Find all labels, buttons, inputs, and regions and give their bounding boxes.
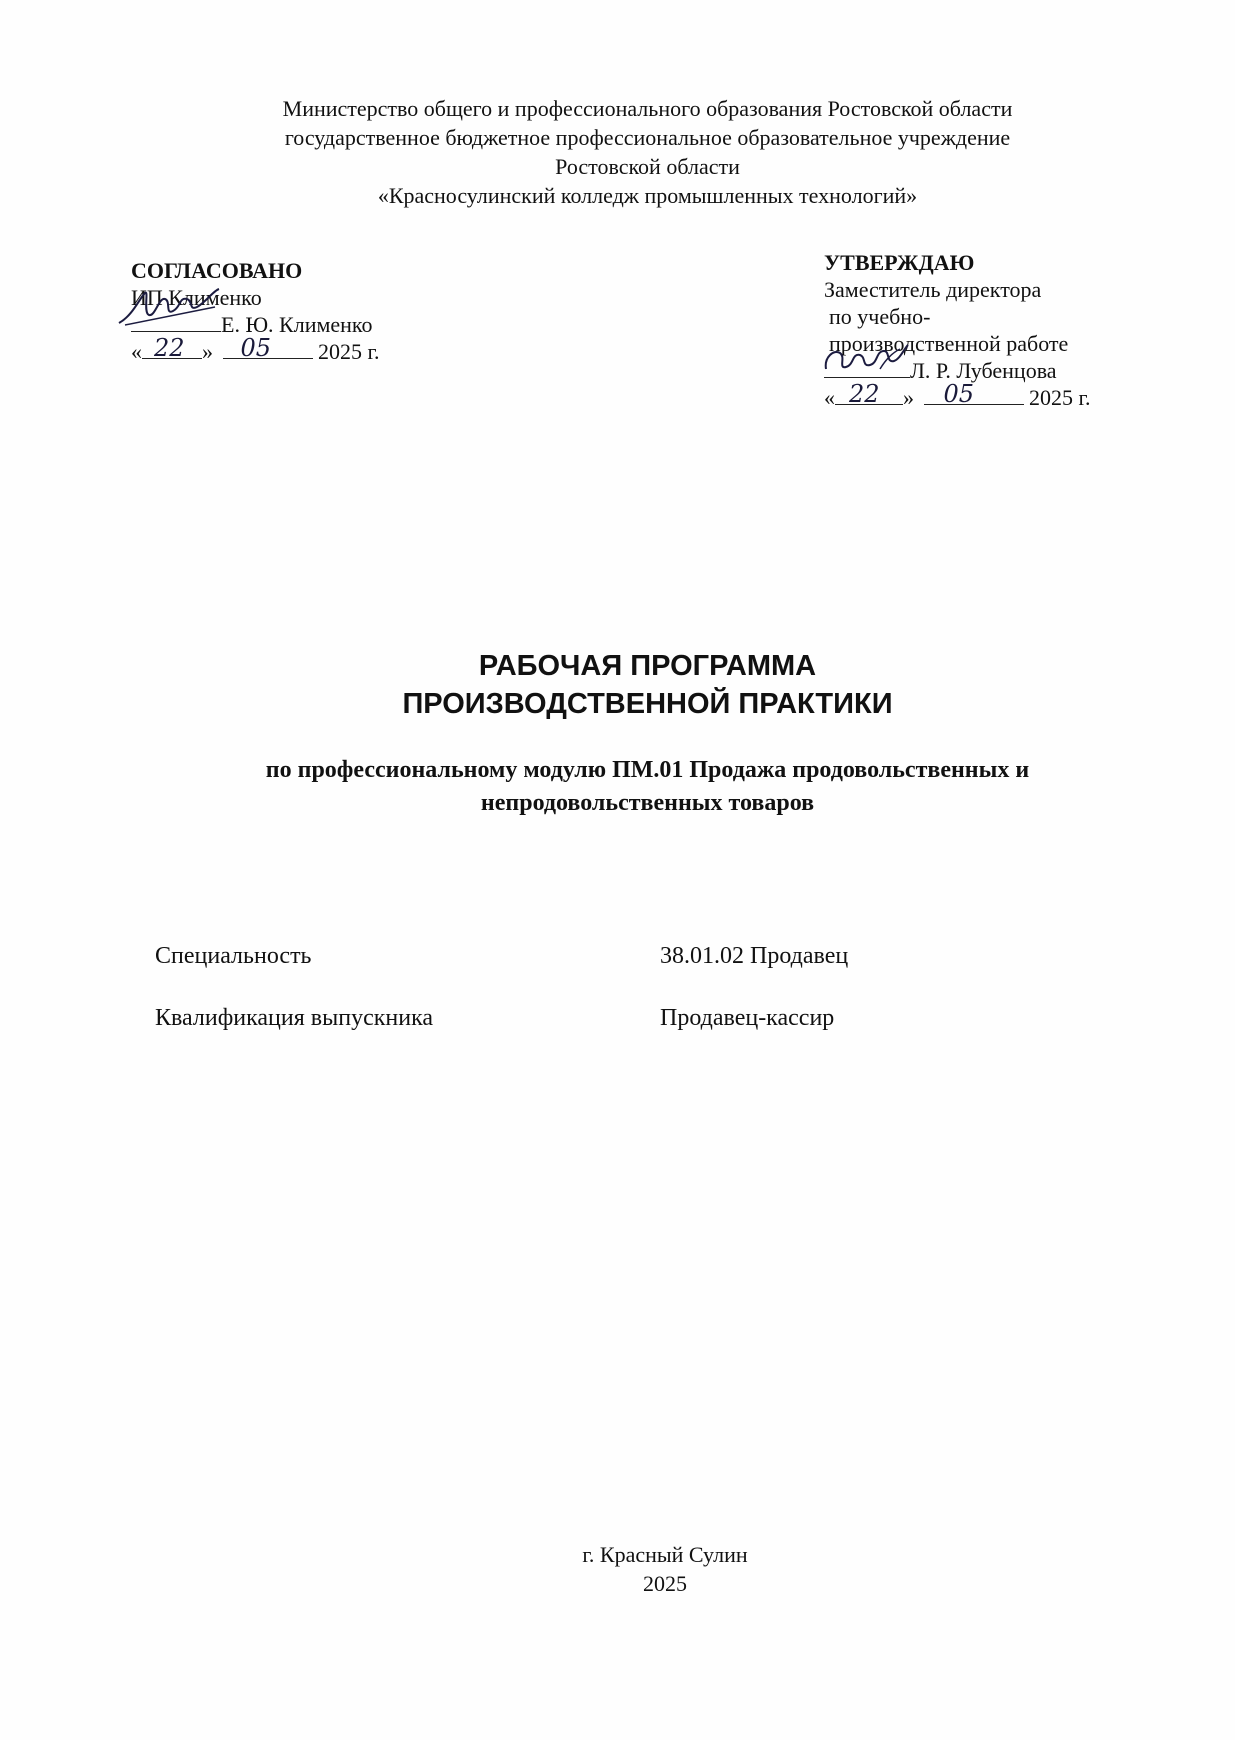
- signature-underline: [824, 357, 910, 378]
- specialty-value: 38.01.02 Продавец: [660, 943, 849, 969]
- approved-day: 22: [849, 380, 880, 408]
- approved-year: 2025 г.: [1029, 385, 1091, 410]
- qualification-value: Продавец-кассир: [660, 1005, 835, 1031]
- signature-underline: [131, 311, 221, 332]
- agreed-org: ИП Клименко: [131, 285, 262, 310]
- subtitle-line-2: непродовольственных товаров: [480, 790, 815, 816]
- specialty-label: Специальность: [155, 943, 312, 969]
- title-line-2: ПРОИЗВОДСТВЕННОЙ ПРАКТИКИ: [402, 688, 893, 720]
- approved-position-1: Заместитель директора: [824, 277, 1042, 302]
- approved-heading: УТВЕРЖДАЮ: [824, 250, 975, 275]
- footer: [0, 1540, 1235, 1598]
- subtitle-line-1: по профессиональному модулю ПМ.01 Продажа продовольственных и: [265, 757, 1030, 783]
- approved-position-2: по учебно-: [829, 304, 931, 329]
- institution-line: государственное бюджетное профессиональное образовательное учреждение: [284, 125, 1011, 150]
- agreed-date: « 22 » 05 2025 г.: [131, 334, 380, 364]
- document-title: [0, 647, 1235, 723]
- handwritten-signature-icon: [820, 339, 920, 379]
- title-line-1: РАБОЧАЯ ПРОГРАММА: [478, 650, 817, 682]
- approved-name: Л. Р. Лубенцова: [910, 358, 1057, 383]
- approved-month: 05: [943, 380, 975, 408]
- footer-year: 2025: [643, 1571, 687, 1596]
- header: [0, 94, 1235, 210]
- approved-position-3: производственной работе: [829, 331, 1069, 356]
- handwritten-signature-icon: [115, 285, 225, 331]
- footer-city: г. Красный Сулин: [582, 1542, 748, 1567]
- agreed-block: [131, 257, 451, 365]
- agreed-month: 05: [240, 334, 272, 362]
- document-subtitle: [0, 754, 1235, 820]
- agreed-name: Е. Ю. Клименко: [221, 312, 373, 337]
- qualification-label: Квалификация выпускника: [155, 1005, 434, 1031]
- approved-block: [824, 249, 1154, 411]
- agreed-heading: СОГЛАСОВАНО: [131, 258, 303, 283]
- approved-date: « 22 » 05 2025 г.: [824, 380, 1091, 410]
- college-name: «Красносулинский колледж промышленных технологий»: [377, 183, 918, 208]
- agreed-day: 22: [154, 334, 185, 362]
- ministry-line: Министерство общего и профессионального образования Ростовской области: [282, 96, 1013, 121]
- agreed-year: 2025 г.: [318, 339, 380, 364]
- region-line: Ростовской области: [555, 154, 740, 179]
